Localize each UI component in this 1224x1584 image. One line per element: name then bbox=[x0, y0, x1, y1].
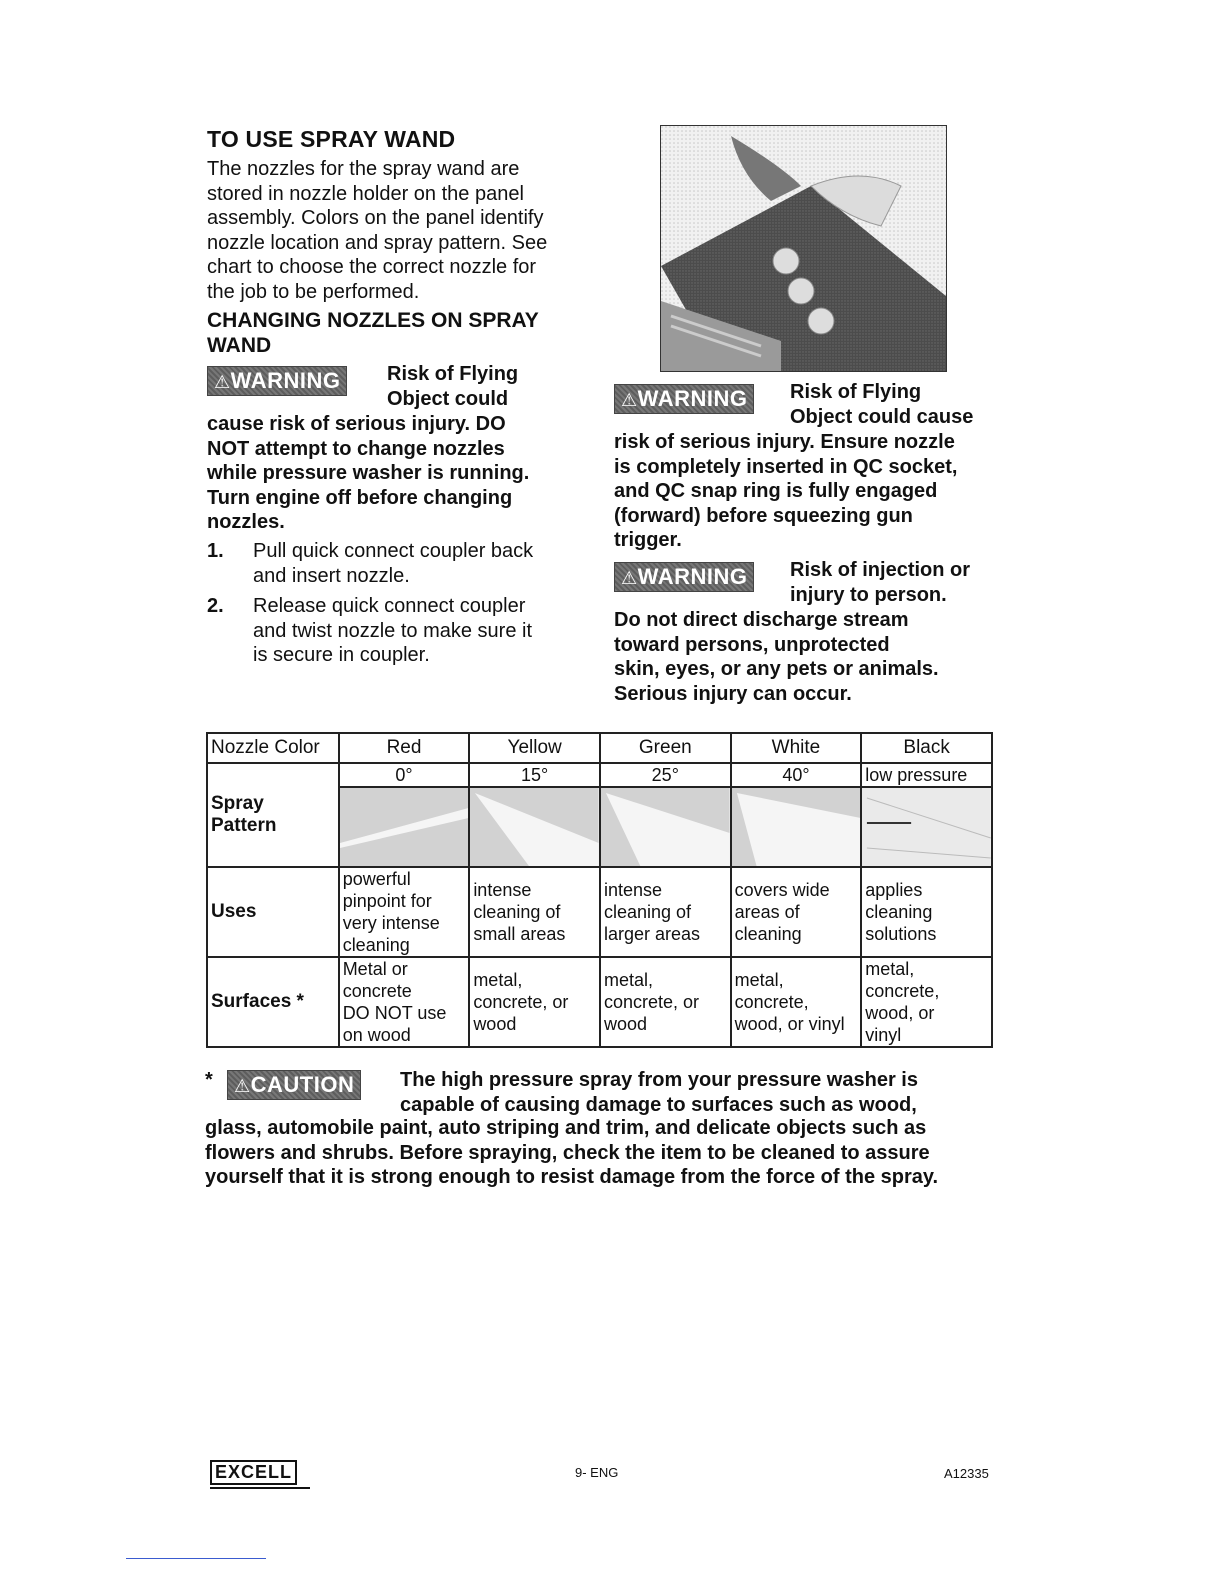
section-title: TO USE SPRAY WAND bbox=[207, 126, 456, 152]
warning-lead: Risk of injection or bbox=[790, 559, 971, 581]
caution-block bbox=[205, 1068, 1005, 1190]
subtitle-line: CHANGING NOZZLES ON SPRAY bbox=[207, 309, 539, 332]
intro-paragraph bbox=[207, 157, 607, 304]
table-cell: covers wide areas of cleaning bbox=[731, 867, 862, 957]
intro-line: nozzle location and spray pattern. See bbox=[207, 231, 548, 254]
warning-line: cause risk of serious injury. DO bbox=[207, 413, 506, 435]
caution-triangle-icon: ⚠ bbox=[234, 1076, 251, 1096]
table-header: Red bbox=[339, 733, 470, 763]
warning-triangle-icon: ⚠ bbox=[214, 372, 231, 392]
warning-line: is completely inserted in QC socket, bbox=[614, 455, 958, 478]
page-number: 9- ENG bbox=[575, 1465, 619, 1480]
table-header: White bbox=[731, 733, 862, 763]
warning-line: skin, eyes, or any pets or animals. bbox=[614, 658, 939, 680]
warning-line: Serious injury can occur. bbox=[614, 682, 852, 705]
warning-line: Do not direct discharge stream bbox=[614, 609, 909, 631]
warning-lead: Object could cause bbox=[790, 405, 974, 428]
warning-lead: Object could bbox=[387, 387, 509, 410]
table-cell: metal, concrete, wood, or vinyl bbox=[731, 957, 862, 1047]
caution-line: flowers and shrubs. Before spraying, check the item to be cleaned to assure bbox=[205, 1141, 930, 1164]
caution-line: glass, automobile paint, auto striping and trim, and delicate objects such as bbox=[205, 1117, 927, 1139]
photo-illustration bbox=[661, 126, 946, 371]
table-header: Nozzle Color bbox=[207, 733, 339, 763]
warning-triangle-icon: ⚠ bbox=[621, 390, 638, 410]
spray-low-pressure-icon bbox=[862, 788, 991, 866]
table-cell: 0° bbox=[339, 763, 470, 787]
asterisk: * bbox=[205, 1069, 213, 1091]
list-item: 1. Pull quick connect coupler back and insert nozzle. bbox=[207, 540, 534, 587]
warning-line: (forward) before squeezing gun bbox=[614, 504, 913, 527]
spray-pattern-red bbox=[339, 787, 470, 867]
table-cell: metal, concrete, wood, or vinyl bbox=[861, 957, 992, 1047]
spray-15-degree-icon bbox=[470, 788, 599, 866]
brand-logo: EXCELL bbox=[210, 1460, 310, 1488]
table-cell: 15° bbox=[469, 763, 600, 787]
table-row bbox=[207, 763, 992, 787]
row-label-surfaces: Surfaces * bbox=[207, 957, 339, 1047]
document-code: A12335 bbox=[944, 1466, 989, 1481]
table-cell: 25° bbox=[600, 763, 731, 787]
subtitle-line: WAND bbox=[207, 333, 272, 357]
table-header: Yellow bbox=[469, 733, 600, 763]
nozzle-table bbox=[206, 732, 993, 1048]
table-cell: Metal or concrete DO NOT use on wood bbox=[339, 957, 470, 1047]
table-cell: applies cleaning solutions bbox=[861, 867, 992, 957]
divider bbox=[126, 1558, 266, 1559]
table-cell: intense cleaning of larger areas bbox=[600, 867, 731, 957]
spray-25-degree-icon bbox=[601, 788, 730, 866]
table-header: Green bbox=[600, 733, 731, 763]
spray-pattern-yellow bbox=[469, 787, 600, 867]
spray-pattern-white bbox=[731, 787, 862, 867]
caution-line: yourself that it is strong enough to resist damage from the force of the spray. bbox=[205, 1166, 939, 1188]
warning-line: and QC snap ring is fully engaged bbox=[614, 480, 938, 502]
spray-0-degree-icon bbox=[340, 788, 469, 866]
table-row bbox=[207, 733, 992, 763]
warning-badge: ⚠WARNING bbox=[207, 366, 347, 396]
table-cell: powerful pinpoint for very intense cleaning bbox=[339, 867, 470, 957]
right-warning-flying-object bbox=[614, 381, 1004, 553]
warning-line: Turn engine off before changing bbox=[207, 486, 513, 509]
row-label-uses: Uses bbox=[207, 867, 339, 957]
warning-line: toward persons, unprotected bbox=[614, 633, 890, 656]
warning-line: nozzles. bbox=[207, 511, 285, 533]
intro-line: assembly. Colors on the panel identify bbox=[207, 207, 544, 229]
caution-lead: capable of causing damage to surfaces such as wood, bbox=[400, 1093, 917, 1116]
spray-pattern-green bbox=[600, 787, 731, 867]
table-cell: metal, concrete, or wood bbox=[469, 957, 600, 1047]
warning-badge: ⚠WARNING bbox=[614, 384, 754, 414]
warning-line: NOT attempt to change nozzles bbox=[207, 437, 505, 460]
caution-badge: ⚠CAUTION bbox=[227, 1070, 361, 1100]
intro-line: The nozzles for the spray wand are bbox=[207, 158, 520, 180]
warning-badge: ⚠WARNING bbox=[614, 562, 754, 592]
intro-line: the job to be performed. bbox=[207, 280, 420, 303]
table-cell: low pressure bbox=[861, 763, 992, 787]
left-warning bbox=[207, 363, 607, 535]
table-cell: 40° bbox=[731, 763, 862, 787]
warning-line: trigger. bbox=[614, 529, 682, 551]
table-cell: intense cleaning of small areas bbox=[469, 867, 600, 957]
table-row bbox=[207, 867, 992, 957]
row-label-spray-pattern: Spray Pattern bbox=[207, 763, 339, 867]
warning-line: while pressure washer is running. bbox=[207, 462, 530, 484]
table-cell: metal, concrete, or wood bbox=[600, 957, 731, 1047]
spray-40-degree-icon bbox=[732, 788, 861, 866]
table-header: Black bbox=[861, 733, 992, 763]
spray-pattern-black bbox=[861, 787, 992, 867]
list-item: 2. Release quick connect coupler and twist nozzle to make sure it is secure in coupler. bbox=[207, 595, 533, 666]
nozzle-panel-photo bbox=[660, 125, 947, 372]
warning-lead: Risk of Flying bbox=[387, 363, 519, 385]
table-row bbox=[207, 957, 992, 1047]
warning-triangle-icon: ⚠ bbox=[621, 568, 638, 588]
steps-list bbox=[207, 539, 607, 674]
warning-lead: injury to person. bbox=[790, 583, 947, 606]
caution-lead: The high pressure spray from your pressure washer is bbox=[400, 1069, 918, 1091]
subtitle bbox=[207, 309, 539, 358]
warning-lead: Risk of Flying bbox=[790, 381, 922, 403]
right-warning-injection bbox=[614, 559, 1004, 706]
warning-line: risk of serious injury. Ensure nozzle bbox=[614, 431, 955, 453]
intro-line: stored in nozzle holder on the panel bbox=[207, 182, 524, 205]
intro-line: chart to choose the correct nozzle for bbox=[207, 256, 537, 278]
